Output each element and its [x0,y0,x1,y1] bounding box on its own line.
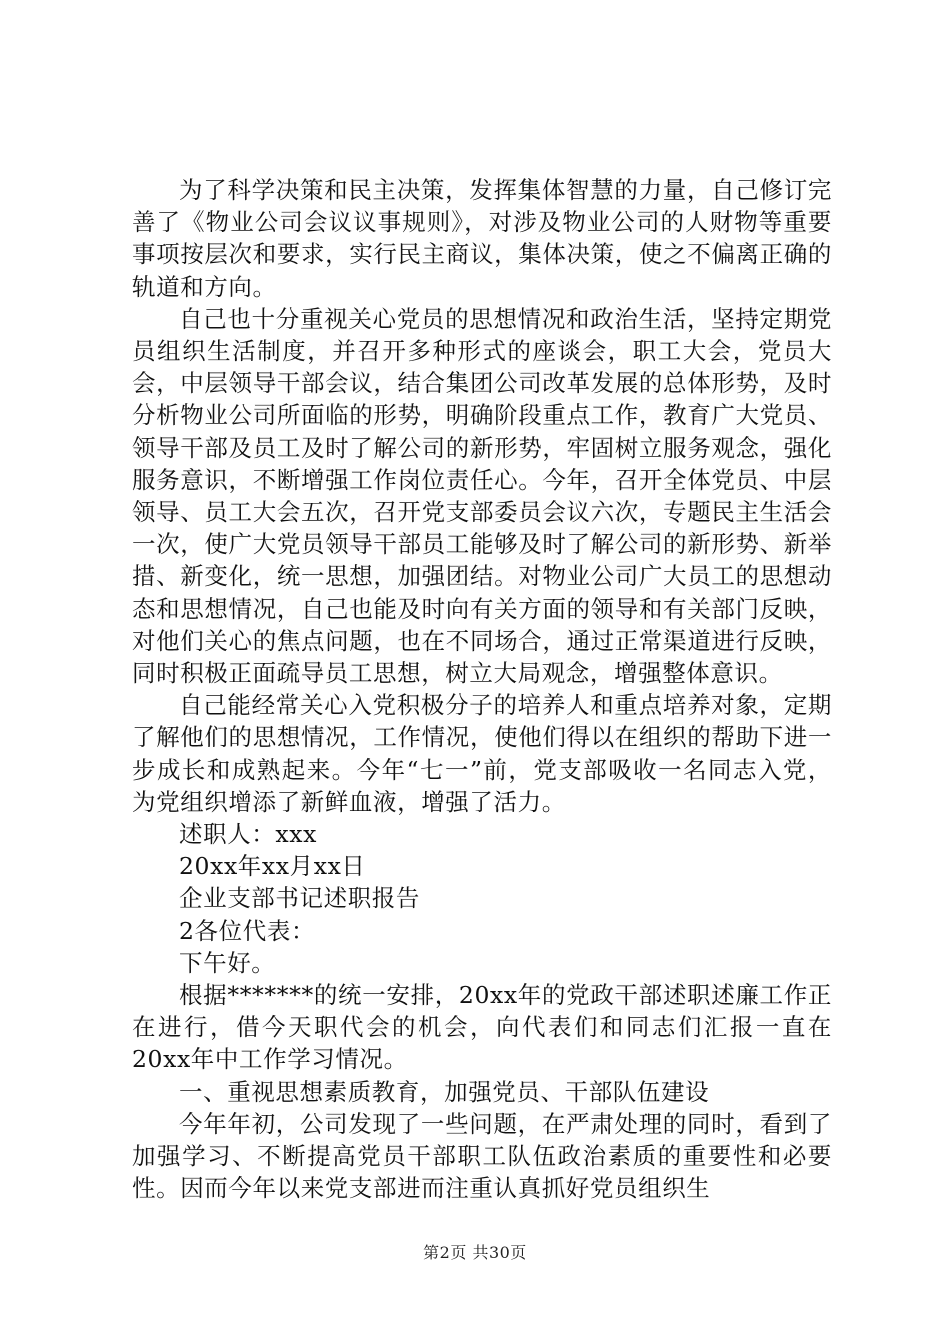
page-footer: 第2页 共30页 [423,1243,527,1262]
signature-date: 20xx年xx月xx日 [179,852,366,881]
document-body [132,174,832,1205]
paragraph-intro: 根据*******的统一安排，20xx年的党政干部述职述廉工作正在进行，借今天职代会的机会，向代表们和同志们汇报一直在20xx年中工作学习情况。 [132,981,832,1074]
paragraph-party-life: 自己也十分重视关心党员的思想情况和政治生活，坚持定期党员组织生活制度，并召开多种形式的座谈会，职工大会，党员大会，中层领导干部会议，结合集团公司改革发展的总体形势，及时分析物业公司所面临的形势，明确阶段重点工作，教育广大党员、领导干部及员工及时了解公司的新形势，牢固树立服务观念，强化服务意识，不断增强工作岗位责任心。今年，召开全体党员、中层领导、员工大会五次，召开党支部委员会议六次，专题民主生活会一次，使广大党员领导干部员工能够及时了解公司的新形势、新举措、新变化，统一思想，加强团结。对物业公司广大员工的思想动态和思想情况，自己也能及时向有关方面的领导和有关部门反映，对他们关心的焦点问题，也在不同场合，通过正常渠道进行反映，同时积极正面疏导员工思想，树立大局观念，增强整体意识。 [132,304,832,688]
section-title: 企业支部书记述职报告 [179,884,420,913]
salutation: 2各位代表： [179,916,316,945]
heading-section-one: 一、重视思想素质教育，加强党员、干部队伍建设 [179,1077,710,1106]
paragraph-study: 今年年初，公司发现了一些问题，在严肃处理的同时，看到了加强学习、不断提高党员干部职工队伍政治素质的重要性和必要性。因而今年以来党支部进而注重认真抓好党员组织生 [132,1109,832,1203]
greeting: 下午好。 [179,948,276,977]
paragraph-decision-rules: 为了科学决策和民主决策，发挥集体智慧的力量，自己修订完善了《物业公司会议议事规则》，对涉及物业公司的人财物等重要事项按层次和要求，实行民主商议，集体决策，使之不偏离正确的轨道和方向。 [132,176,832,301]
paragraph-activists: 自己能经常关心入党积极分子的培养人和重点培养对象，定期了解他们的思想情况，工作情况，使他们得以在组织的帮助下进一步成长和成熟起来。今年“七一”前，党支部吸收一名同志入党，为党组织增添了新鲜血液，增强了活力。 [132,691,832,816]
signature-reporter: 述职人：xxx [179,820,317,849]
